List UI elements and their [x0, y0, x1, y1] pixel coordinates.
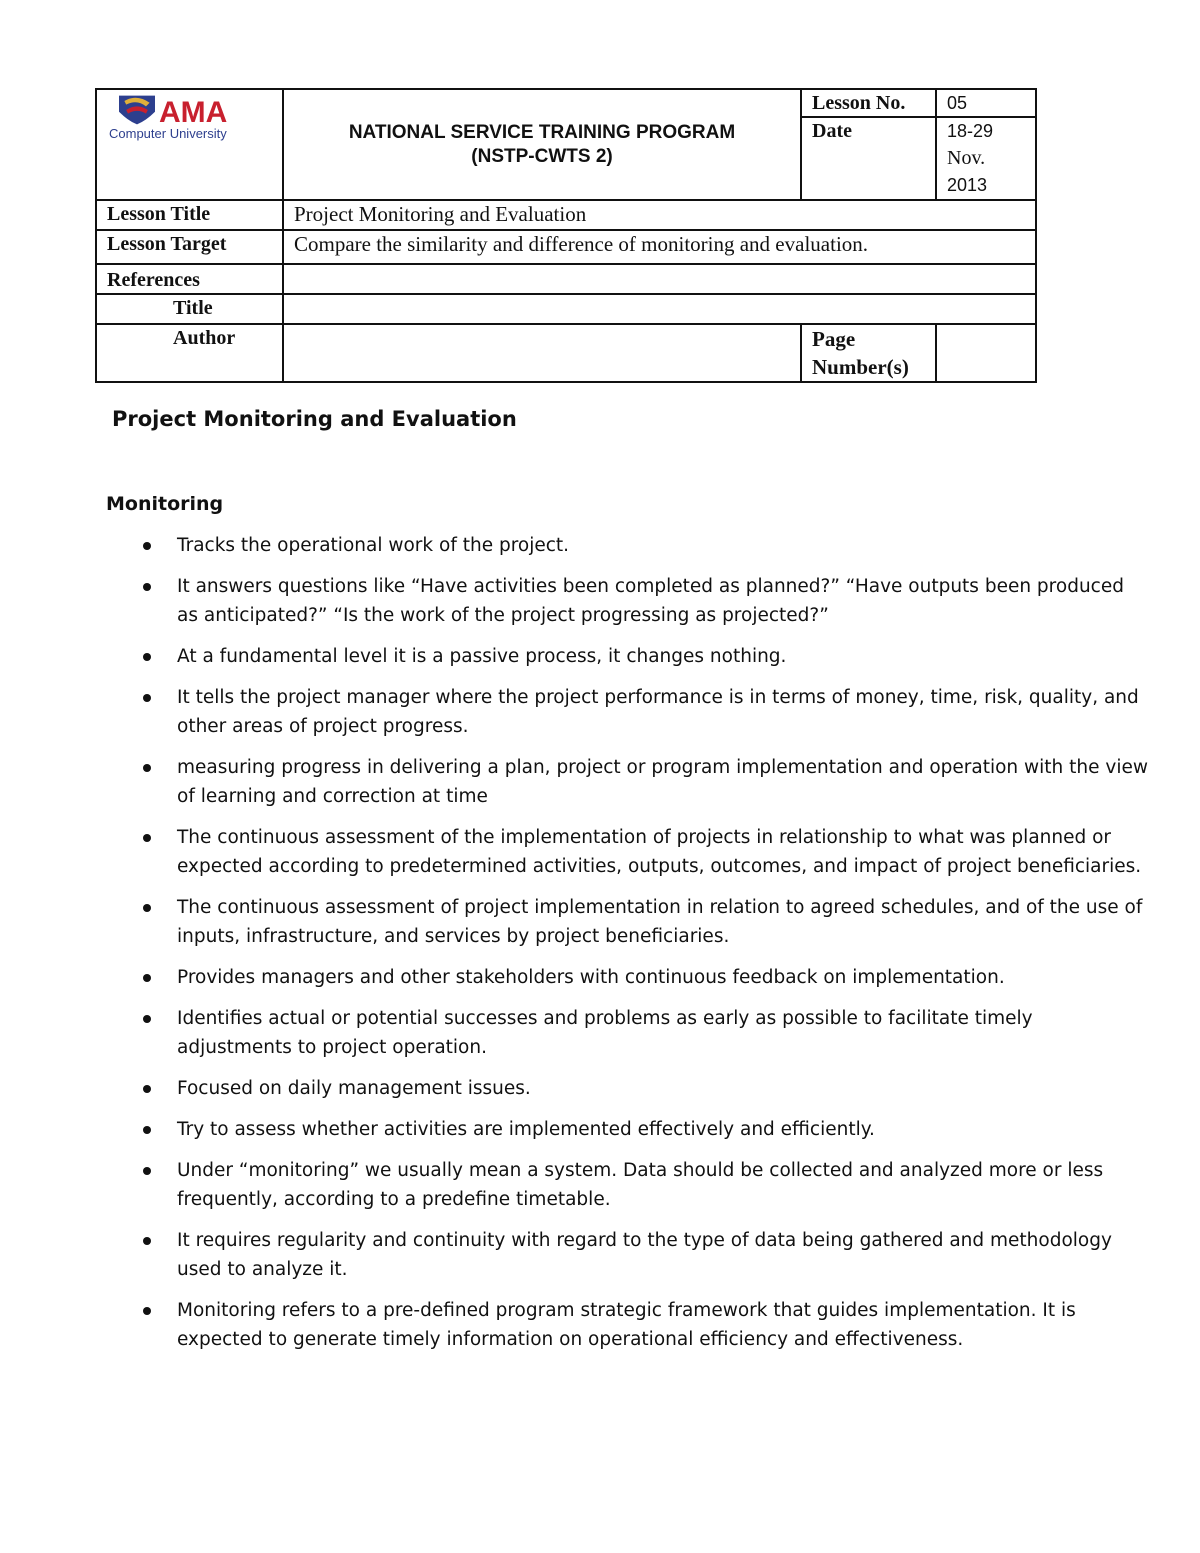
list-item [0, 1115, 1200, 1144]
list-item [0, 1296, 1200, 1354]
list-item-text: Identifies actual or potential successes and problems as early as possible to facilitate timely adjustments to project operation. [177, 1008, 1033, 1058]
list-item-text: It answers questions like “Have activities been completed as planned?” “Have outputs been produced as anticipated?” “Is the work of the project progressing as projected?” [177, 576, 1124, 626]
page-numbers-label [801, 324, 936, 382]
date-value [936, 117, 1036, 200]
page-numbers-value [936, 324, 1036, 382]
author-value [283, 324, 801, 382]
lesson-target-label: Lesson Target [96, 230, 283, 264]
list-item-text: The continuous assessment of project implementation in relation to agreed schedules, and of the use of inputs, infrastructure, and services by project beneficiaries. [177, 897, 1143, 947]
bullet-icon [143, 1237, 151, 1245]
lesson-title-label: Lesson Title [96, 200, 283, 230]
references-value [283, 264, 1036, 294]
author-label: Author [96, 324, 283, 382]
date-month: Nov. [947, 147, 986, 169]
bullet-icon [143, 904, 151, 912]
bullet-icon [143, 1085, 151, 1093]
date-year: 2013 [947, 175, 988, 195]
list-item [0, 823, 1200, 881]
references-label: References [96, 264, 283, 294]
list-item-text: Monitoring refers to a pre-defined program strategic framework that guides implementation. It is expected to generate timely information on operational efficiency and effectiveness. [177, 1300, 1076, 1350]
lesson-header-table [95, 88, 1037, 383]
logo-subtitle-text: Computer University [109, 126, 227, 141]
bullet-icon [143, 583, 151, 591]
list-item [0, 572, 1200, 630]
lesson-no-label: Lesson No. [801, 89, 936, 117]
bullet-icon [143, 834, 151, 842]
title-label: Title [96, 294, 283, 324]
program-title-cell [283, 89, 801, 200]
monitoring-bullet-list [0, 531, 1200, 1366]
list-item [0, 963, 1200, 992]
document-title: Project Monitoring and Evaluation [112, 407, 517, 431]
logo-cell [96, 89, 283, 200]
list-item [0, 893, 1200, 951]
bullet-icon [143, 1015, 151, 1023]
list-item [0, 1004, 1200, 1062]
bullet-icon [143, 1126, 151, 1134]
title-value [283, 294, 1036, 324]
list-item-text: measuring progress in delivering a plan, project or program implementation and operation with the view of learning and correction at time [177, 757, 1149, 807]
list-item-text: It tells the project manager where the project performance is in terms of money, time, risk, quality, and other areas of project progress. [177, 687, 1139, 737]
list-item [0, 753, 1200, 811]
list-item-text: Provides managers and other stakeholders with continuous feedback on implementation. [177, 967, 1005, 988]
list-item-text: Tracks the operational work of the project. [177, 535, 570, 556]
list-item-text: It requires regularity and continuity with regard to the type of data being gathered and methodology used to analyze it. [177, 1230, 1112, 1280]
program-name: NATIONAL SERVICE TRAINING PROGRAM [348, 121, 736, 143]
bullet-icon [143, 974, 151, 982]
list-item [0, 531, 1200, 560]
bullet-icon [143, 1167, 151, 1175]
program-code: (NSTP-CWTS 2) [471, 145, 613, 167]
list-item [0, 1226, 1200, 1284]
bullet-icon [143, 653, 151, 661]
section-heading-monitoring: Monitoring [106, 493, 224, 515]
list-item [0, 1074, 1200, 1103]
list-item [0, 683, 1200, 741]
lesson-title-value: Project Monitoring and Evaluation [283, 200, 1036, 230]
lesson-no-value: 05 [936, 89, 1036, 117]
bullet-icon [143, 1307, 151, 1315]
list-item-text: Try to assess whether activities are implemented effectively and efficiently. [177, 1119, 875, 1140]
list-item [0, 642, 1200, 671]
bullet-icon [143, 694, 151, 702]
ama-logo [109, 92, 269, 144]
list-item-text: The continuous assessment of the implementation of projects in relationship to what was planned or expected according to predetermined activities, outputs, outcomes, and impact of project beneficiaries. [177, 827, 1142, 877]
bullet-icon [143, 542, 151, 550]
bullet-icon [143, 764, 151, 772]
list-item-text: Focused on daily management issues. [177, 1078, 531, 1099]
lesson-target-value: Compare the similarity and difference of monitoring and evaluation. [283, 230, 1036, 264]
page-label-line2: Number(s) [812, 355, 909, 379]
date-label: Date [801, 117, 936, 200]
list-item [0, 1156, 1200, 1214]
date-day-range: 18-29 [947, 121, 994, 141]
list-item-text: At a fundamental level it is a passive process, it changes nothing. [177, 646, 787, 667]
logo-brand-text: AMA [159, 96, 228, 129]
page-label-line1: Page [812, 327, 856, 351]
list-item-text: Under “monitoring” we usually mean a system. Data should be collected and analyzed more or less frequently, according to a predefine timetable. [177, 1160, 1104, 1210]
